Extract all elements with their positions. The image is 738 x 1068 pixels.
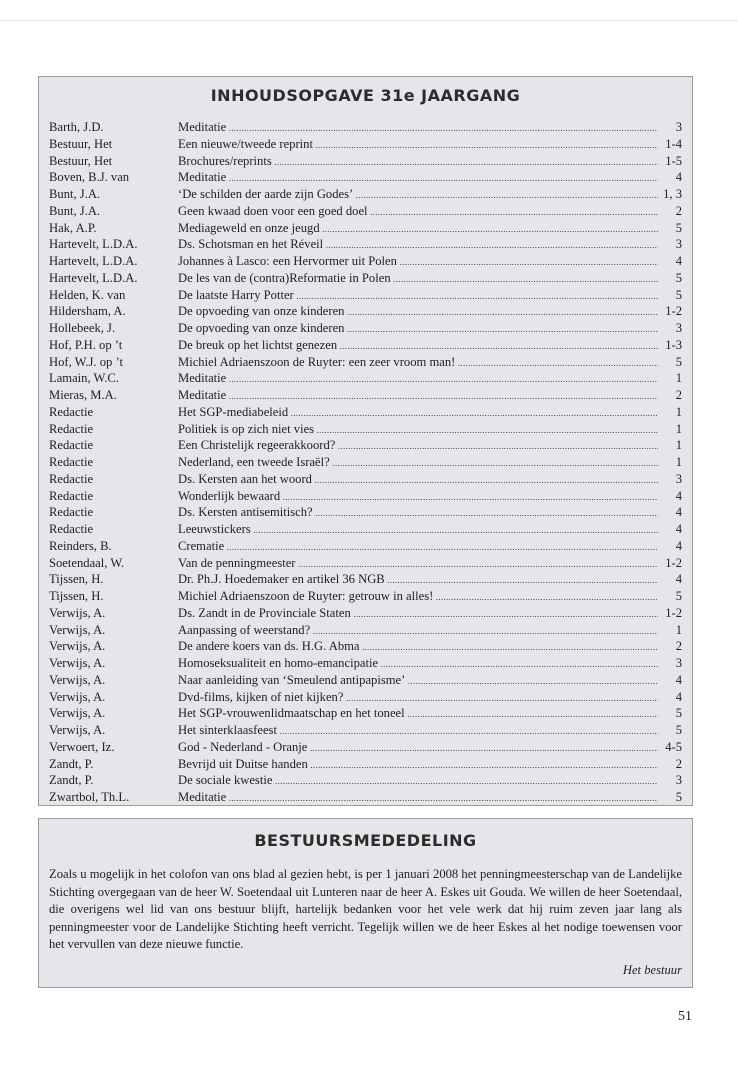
toc-author: Tijssen, H. — [49, 572, 104, 587]
toc-author: Redactie — [49, 421, 94, 436]
toc-row — [49, 253, 682, 270]
toc-author: Hak, A.P. — [49, 220, 97, 235]
toc-article-title: Meditatie ..... — [178, 169, 658, 187]
toc-author: Verwijs, A. — [49, 622, 106, 637]
toc-row — [49, 387, 682, 404]
toc-row — [49, 638, 682, 655]
toc-author: Zwartbol, Th.L. — [49, 790, 130, 804]
toc-article-title: Aanpassing of weerstand? ..... — [178, 622, 658, 640]
toc-article-title: Nederland, een tweede Israël? ..... — [178, 454, 658, 472]
toc-row — [49, 521, 682, 538]
toc-author: Reinders, B. — [49, 538, 112, 553]
toc-row — [49, 705, 682, 722]
toc-page: 1 — [675, 371, 682, 386]
toc-article-title: De breuk op het lichtst genezen ..... — [178, 337, 658, 355]
announcement-box — [38, 818, 693, 988]
toc-article-title: Meditatie ..... — [178, 387, 658, 405]
toc-article-title: Ds. Schotsman en het Réveil ..... — [178, 236, 658, 254]
toc-page: 1-3 — [665, 337, 682, 352]
toc-row — [49, 471, 682, 488]
toc-page: 3 — [675, 120, 682, 134]
toc-page: 5 — [675, 270, 682, 285]
toc-article-title: Van de penningmeester ..... — [178, 555, 658, 573]
toc-page: 5 — [675, 790, 682, 804]
toc-row — [49, 169, 682, 186]
toc-author: Redactie — [49, 505, 94, 520]
toc-article-title: De sociale kwestie ..... — [178, 772, 658, 790]
toc-box — [38, 76, 693, 806]
toc-article-title: Een nieuwe/tweede reprint ..... — [178, 136, 658, 154]
toc-row — [49, 437, 682, 454]
toc-author: Hof, P.H. op ’t — [49, 337, 123, 352]
toc-page: 4 — [675, 505, 682, 520]
toc-article-title: Meditatie ..... — [178, 789, 658, 807]
toc-page: 1-2 — [665, 555, 682, 570]
toc-article-title: Dvd-films, kijken of niet kijken? ..... — [178, 689, 658, 707]
toc-author: Zandt, P. — [49, 756, 94, 771]
toc-row — [49, 370, 682, 387]
toc-page: 1 — [675, 421, 682, 436]
toc-author: Boven, B.J. van — [49, 170, 130, 185]
toc-page: 4 — [675, 672, 682, 687]
toc-page: 1-4 — [665, 136, 682, 151]
toc-row — [49, 404, 682, 421]
announcement-signature: Het bestuur — [622, 963, 682, 977]
toc-page: 4 — [675, 170, 682, 185]
toc-author: Barth, J.D. — [49, 120, 104, 134]
toc-author: Bestuur, Het — [49, 136, 113, 151]
toc-article-title: De les van de (contra)Reformatie in Polen ..... — [178, 270, 658, 288]
toc-page: 3 — [675, 471, 682, 486]
toc-row — [49, 588, 682, 605]
toc-page: 5 — [675, 706, 682, 721]
toc-author: Lamain, W.C. — [49, 371, 119, 386]
toc-row — [49, 622, 682, 639]
toc-page: 1-2 — [665, 605, 682, 620]
toc-article-title: Een Christelijk regeerakkoord? ..... — [178, 437, 658, 455]
toc-page: 1 — [675, 404, 682, 419]
toc-page: 5 — [675, 354, 682, 369]
toc-page: 3 — [675, 656, 682, 670]
toc-row — [49, 672, 682, 689]
toc-author: Verwijs, A. — [49, 656, 106, 670]
toc-author: Verwijs, A. — [49, 605, 106, 620]
toc-page: 1-5 — [665, 153, 682, 168]
toc-page: 5 — [675, 287, 682, 302]
toc-row — [49, 136, 682, 153]
toc-page: 4 — [675, 572, 682, 587]
toc-page: 4 — [675, 689, 682, 704]
toc-title: INHOUDSOPGAVE 31e JAARGANG — [210, 86, 521, 105]
toc-row — [49, 756, 682, 773]
toc-page: 1 — [675, 455, 682, 469]
toc-page: 4 — [675, 254, 682, 268]
toc-author: Mieras, M.A. — [49, 388, 117, 402]
toc-article-title: De opvoeding van onze kinderen ..... — [178, 303, 658, 321]
toc-row — [49, 555, 682, 572]
toc-row — [49, 739, 682, 756]
toc-article-title: Ds. Kersten aan het woord ..... — [178, 471, 658, 489]
toc-article-title: De andere koers van ds. H.G. Abma ..... — [178, 638, 658, 656]
toc-row — [49, 337, 682, 354]
toc-row — [49, 689, 682, 706]
toc-article-title: Het SGP-mediabeleid ..... — [178, 404, 658, 422]
toc-author: Verwijs, A. — [49, 723, 106, 737]
toc-page: 4 — [675, 538, 682, 553]
toc-author: Hartevelt, L.D.A. — [49, 270, 138, 285]
toc-author: Zandt, P. — [49, 773, 94, 788]
toc-row — [49, 538, 682, 555]
toc-page: 3 — [675, 237, 682, 252]
toc-article-title: Het SGP-vrouwenlidmaatschap en het toneel ..... — [178, 705, 658, 723]
toc-article-title: Naar aanleiding van ‘Smeulend antipapisme’ ..... — [178, 672, 658, 690]
toc-article-title: Geen kwaad doen voor een goed doel ..... — [178, 203, 658, 221]
toc-row — [49, 605, 682, 622]
toc-article-title: Bevrijd uit Duitse handen ..... — [178, 756, 658, 774]
toc-article-title: Meditatie ..... — [178, 370, 658, 388]
toc-row — [49, 571, 682, 588]
toc-author: Bunt, J.A. — [49, 203, 101, 218]
toc-article-title: Brochures/reprints ..... — [178, 153, 658, 171]
toc-row — [49, 153, 682, 170]
toc-author: Hildersham, A. — [49, 304, 126, 319]
toc-author: Tijssen, H. — [49, 589, 104, 603]
toc-page: 2 — [675, 388, 682, 402]
toc-article-title: Ds. Kersten antisemitisch? ..... — [178, 504, 658, 522]
toc-article-title: Johannes à Lasco: een Hervormer uit Polen ..... — [178, 253, 658, 271]
toc-page: 5 — [675, 589, 682, 603]
toc-author: Hartevelt, L.D.A. — [49, 254, 138, 268]
toc-author: Bestuur, Het — [49, 153, 113, 168]
toc-row — [49, 236, 682, 253]
toc-article-title: Mediageweld en onze jeugd ..... — [178, 220, 658, 238]
toc-article-title: Leeuwstickers ..... — [178, 521, 658, 539]
toc-row — [49, 421, 682, 438]
toc-row — [49, 354, 682, 371]
toc-article-title: ‘De schilden der aarde zijn Godes’ ..... — [178, 186, 658, 204]
toc-row — [49, 287, 682, 304]
toc-page: 4-5 — [665, 739, 682, 754]
toc-page: 1-2 — [665, 304, 682, 319]
toc-author: Redactie — [49, 455, 94, 469]
toc-author: Soetendaal, W. — [49, 555, 125, 570]
announcement-body: Zoals u mogelijk in het colofon van ons blad al gezien hebt, is per 1 januari 2008 het penningmeesterschap van de Landelijke Stichting overgegaan van de heer W. Soetendaal uit Lunteren naar de heer A. Eskes uit Gouda. We willen de heer Soetendaal, die overigens wel lid van ons bestuur blijft, hartelijk bedanken voor het vele werk dat hij ruim zeven jaar lang als penningmeester voor de Landelijke Stichting heeft verricht. Tegelijk willen we de heer Eskes al het nodige toewensen voor het vervullen van deze nieuwe functie. — [49, 867, 682, 951]
toc-author: Verwijs, A. — [49, 639, 106, 654]
toc-page: 1 — [675, 438, 682, 453]
toc-article-title: De laatste Harry Potter ..... — [178, 287, 658, 305]
toc-page: 5 — [675, 220, 682, 235]
toc-row — [49, 454, 682, 471]
toc-list — [49, 119, 682, 806]
toc-page: 4 — [675, 522, 682, 536]
toc-article-title: Politiek is op zich niet vies ..... — [178, 421, 658, 439]
toc-row — [49, 186, 682, 203]
toc-row — [49, 504, 682, 521]
toc-author: Redactie — [49, 438, 94, 453]
toc-article-title: Michiel Adriaenszoon de Ruyter: een zeer vroom man! ..... — [178, 354, 658, 372]
toc-author: Redactie — [49, 522, 94, 536]
toc-author: Hof, W.J. op ’t — [49, 354, 123, 369]
toc-page: 2 — [675, 756, 682, 771]
page-number: 51 — [678, 1009, 692, 1024]
toc-article-title: Wonderlijk bewaard ..... — [178, 488, 658, 506]
toc-row — [49, 789, 682, 806]
toc-article-title: Dr. Ph.J. Hoedemaker en artikel 36 NGB ..... — [178, 571, 658, 589]
toc-page: 2 — [675, 639, 682, 654]
toc-row — [49, 203, 682, 220]
toc-page: 5 — [675, 723, 682, 737]
toc-row — [49, 220, 682, 237]
toc-author: Verwijs, A. — [49, 706, 106, 721]
toc-row — [49, 722, 682, 739]
toc-author: Redactie — [49, 488, 94, 503]
toc-row — [49, 119, 682, 136]
toc-article-title: Meditatie ..... — [178, 119, 658, 137]
toc-row — [49, 320, 682, 337]
toc-article-title: Homoseksualiteit en homo-emancipatie ..... — [178, 655, 658, 673]
toc-author: Redactie — [49, 404, 94, 419]
toc-author: Helden, K. van — [49, 287, 126, 302]
toc-page: 1 — [675, 622, 682, 637]
toc-author: Hollebeek, J. — [49, 321, 116, 335]
toc-row — [49, 270, 682, 287]
toc-row — [49, 303, 682, 320]
toc-row — [49, 488, 682, 505]
toc-article-title: Het sinterklaasfeest ..... — [178, 722, 658, 740]
top-rule — [0, 20, 738, 21]
toc-page: 4 — [675, 488, 682, 503]
toc-article-title: De opvoeding van onze kinderen ..... — [178, 320, 658, 338]
toc-author: Redactie — [49, 471, 94, 486]
toc-row — [49, 655, 682, 672]
toc-author: Bunt, J.A. — [49, 187, 101, 201]
toc-page: 3 — [675, 773, 682, 788]
toc-author: Verwijs, A. — [49, 689, 106, 704]
toc-article-title: Crematie ..... — [178, 538, 658, 556]
toc-article-title: Michiel Adriaenszoon de Ruyter: getrouw in alles! ..... — [178, 588, 658, 606]
toc-page: 2 — [675, 203, 682, 218]
announcement-title: BESTUURSMEDEDELING — [254, 831, 477, 850]
toc-row — [49, 772, 682, 789]
toc-author: Hartevelt, L.D.A. — [49, 237, 138, 252]
toc-article-title: Ds. Zandt in de Provinciale Staten ..... — [178, 605, 658, 623]
toc-page: 3 — [675, 321, 682, 335]
toc-article-title: God - Nederland - Oranje ..... — [178, 739, 658, 757]
toc-page: 1, 3 — [663, 187, 682, 201]
toc-author: Verwijs, A. — [49, 672, 106, 687]
toc-author: Verwoert, Iz. — [49, 739, 115, 754]
